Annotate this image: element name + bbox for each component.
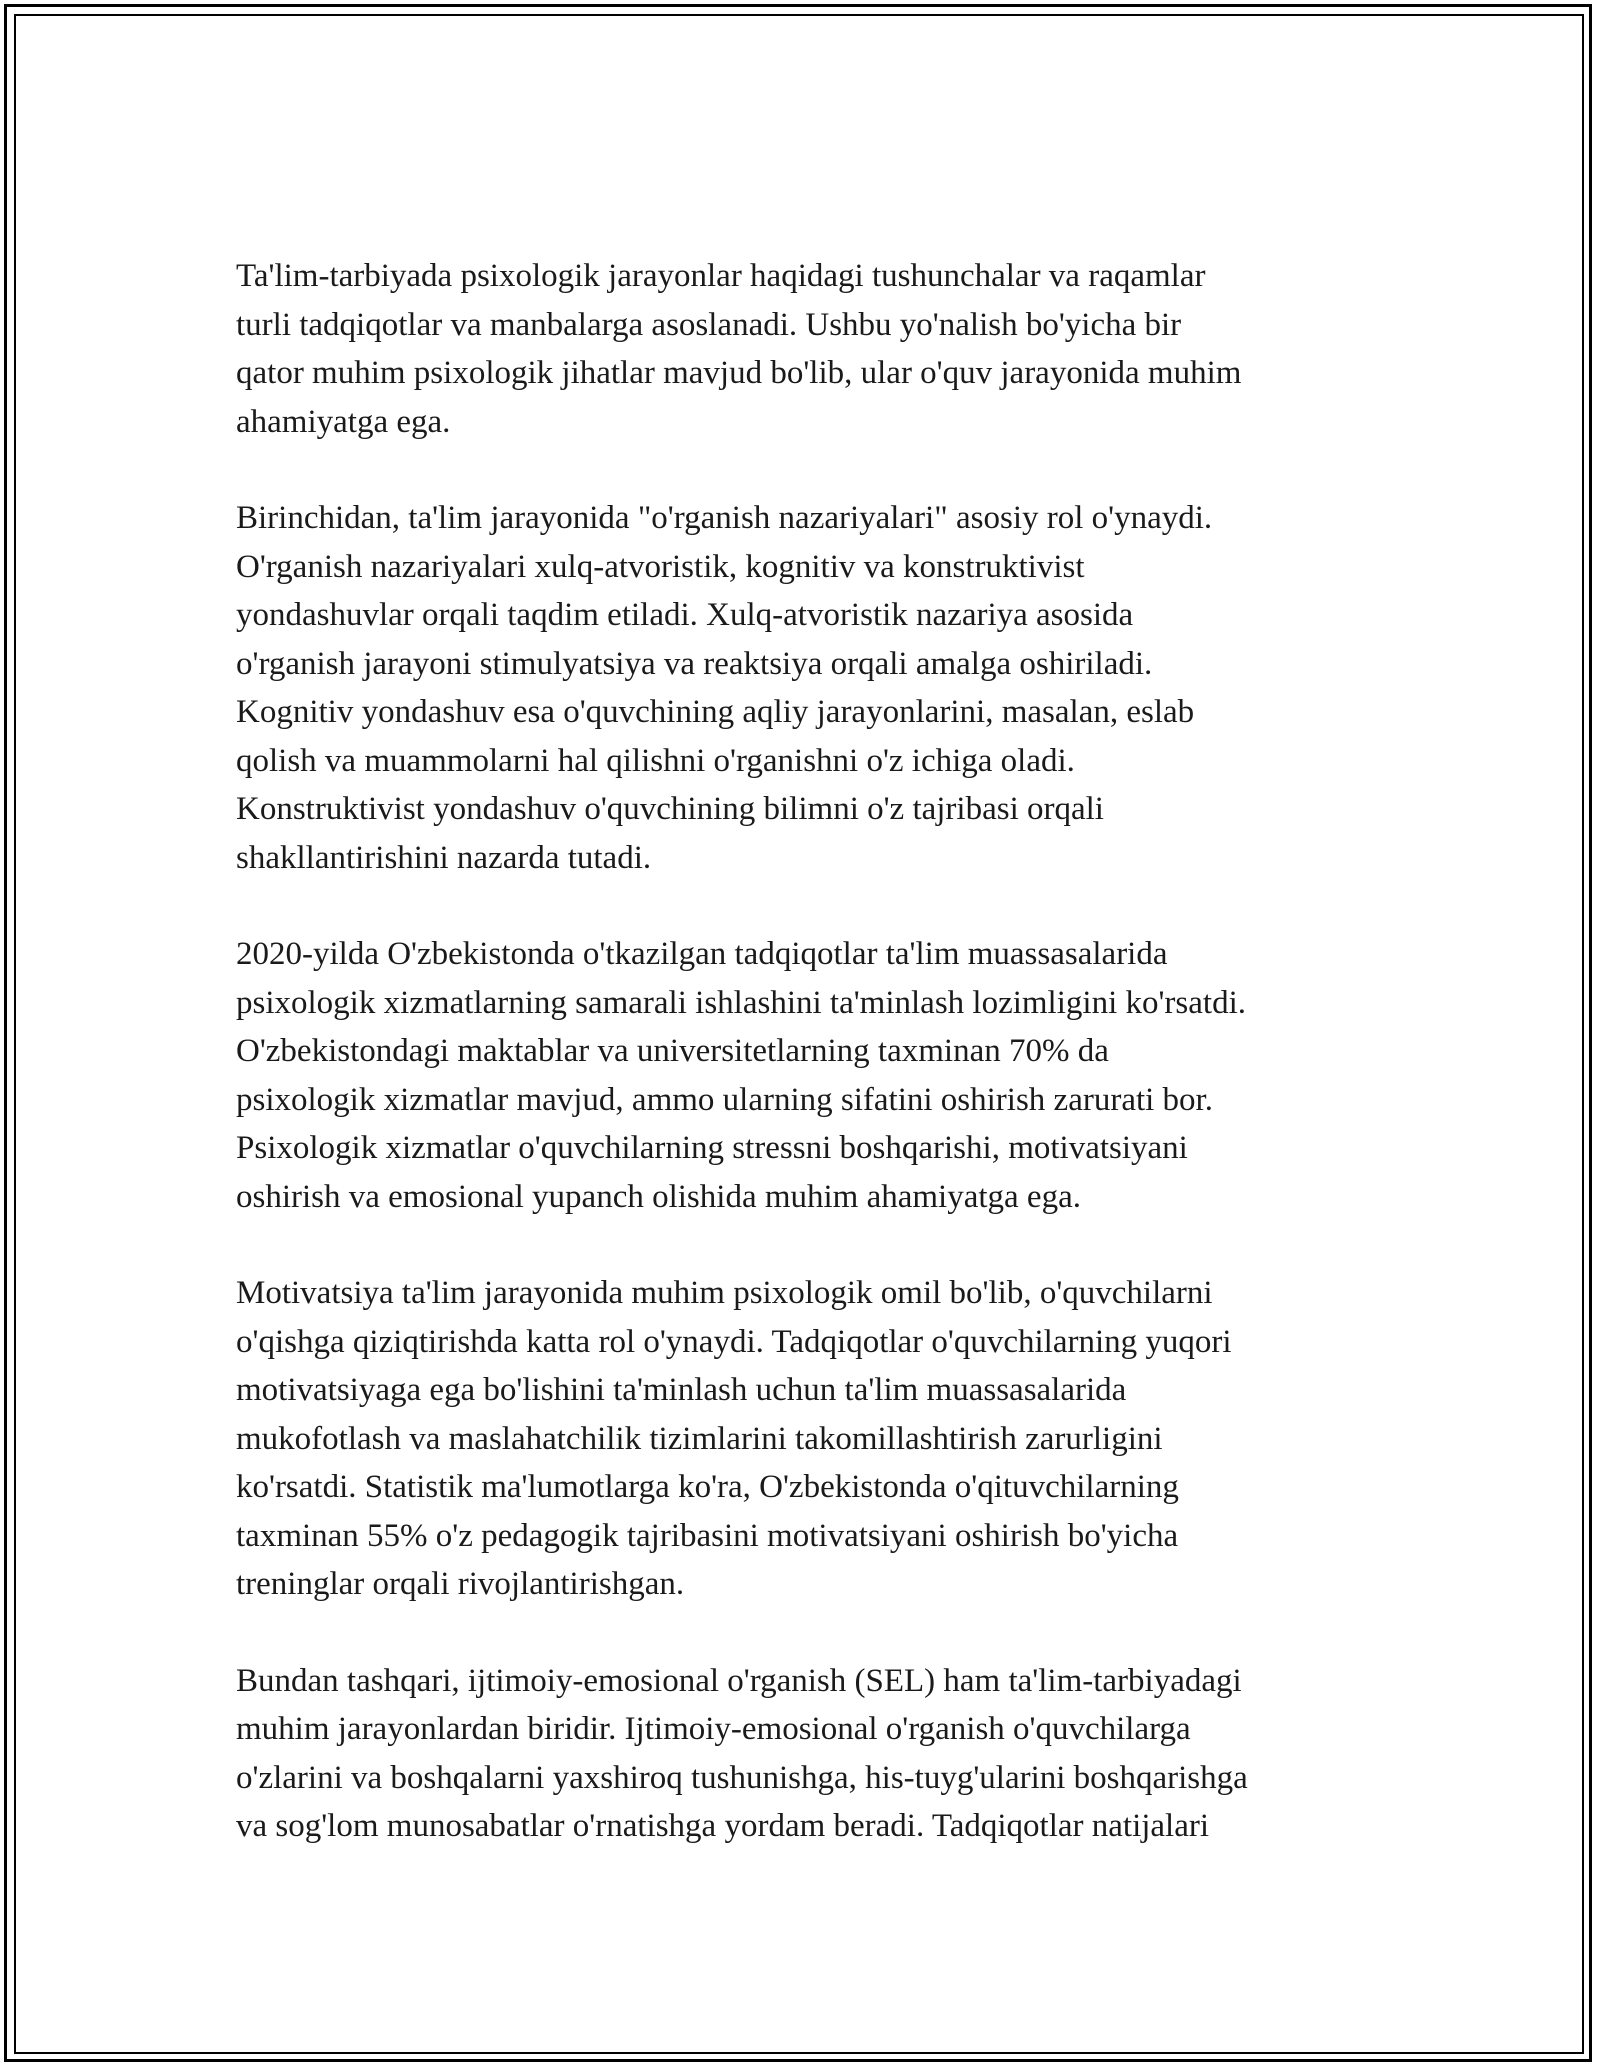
text-line: O'zbekistondagi maktablar va universitetlarning taxminan 70% da (236, 1033, 1109, 1069)
text-line: qolish va muammolarni hal qilishni o'rganishni o'z ichiga oladi. (236, 742, 1075, 779)
text-line: mukofotlash va maslahatchilik tizimlarini takomillashtirish zarurligini (236, 1420, 1163, 1457)
text-line: oshirish va emosional yupanch olishida muhim ahamiyatga ega. (236, 1178, 1081, 1215)
text-line: psixologik xizmatlar mavjud, ammo ularning sifatini oshirish zarurati bor. (236, 1081, 1213, 1118)
text-line: o'rganish jarayoni stimulyatsiya va reaktsiya orqali amalga oshiriladi. (236, 645, 1153, 682)
text-line: o'qishga qiziqtirishda katta rol o'ynaydi. Tadqiqotlar o'quvchilarning yuqori (236, 1323, 1232, 1360)
text-line: ko'rsatdi. Statistik ma'lumotlarga ko'ra, O'zbekistonda o'qituvchilarning (236, 1469, 1179, 1505)
text-line: psixologik xizmatlarning samarali ishlashini ta'minlash lozimligini ko'rsatdi. (236, 984, 1246, 1021)
text-line: Bundan tashqari, ijtimoiy-emosional o'rganish (SEL) ham ta'lim-tarbiyadagi (236, 1662, 1242, 1699)
paragraph-social-emotional-learning (236, 1657, 1366, 1851)
text-line: 2020-yilda O'zbekistonda o'tkazilgan tadqiqotlar ta'lim muassasalarida (236, 936, 1168, 972)
text-line: Motivatsiya ta'lim jarayonida muhim psixologik omil bo'lib, o'quvchilarni (236, 1275, 1213, 1311)
paragraph-learning-theories (236, 494, 1366, 882)
text-line: treninglar orqali rivojlantirishgan. (236, 1566, 685, 1602)
document-body (236, 252, 1366, 1899)
text-line: shakllantirishini nazarda tutadi. (236, 839, 652, 876)
text-line: turli tadqiqotlar va manbalarga asoslanadi. Ushbu yo'nalish bo'yicha bir (236, 306, 1182, 343)
text-line: taxminan 55% o'z pedagogik tajribasini motivatsiyani oshirish bo'yicha (236, 1517, 1179, 1554)
text-line: muhim jarayonlardan biridir. Ijtimoiy-emosional o'rganish o'quvchilarga (236, 1711, 1191, 1747)
text-line: Konstruktivist yondashuv o'quvchining bilimni o'z tajribasi orqali (236, 791, 1104, 827)
text-line: va sog'lom munosabatlar o'rnatishga yordam beradi. Tadqiqotlar natijalari (236, 1808, 1210, 1844)
text-line: o'zlarini va boshqalarni yaxshiroq tushunishga, his-tuyg'ularini boshqarishga (236, 1759, 1248, 1796)
paragraph-intro (236, 252, 1366, 446)
text-line: qator muhim psixologik jihatlar mavjud bo'lib, ular o'quv jarayonida muhim (236, 355, 1242, 391)
text-line: yondashuvlar orqali taqdim etiladi. Xulq-atvoristik nazariya asosida (236, 597, 1134, 633)
paragraph-psychological-services (236, 930, 1366, 1221)
text-line: Psixologik xizmatlar o'quvchilarning stressni boshqarishi, motivatsiyani (236, 1130, 1188, 1166)
paragraph-motivation (236, 1269, 1366, 1609)
text-line: Ta'lim-tarbiyada psixologik jarayonlar haqidagi tushunchalar va raqamlar (236, 258, 1206, 294)
text-line: ahamiyatga ega. (236, 403, 451, 440)
text-line: motivatsiyaga ega bo'lishini ta'minlash uchun ta'lim muassasalarida (236, 1372, 1127, 1408)
text-line: O'rganish nazariyalari xulq-atvoristik, kognitiv va konstruktivist (236, 548, 1085, 585)
text-line: Kognitiv yondashuv esa o'quvchining aqliy jarayonlarini, masalan, eslab (236, 694, 1195, 730)
text-line: Birinchidan, ta'lim jarayonida "o'rganish nazariyalari" asosiy rol o'ynaydi. (236, 500, 1213, 536)
